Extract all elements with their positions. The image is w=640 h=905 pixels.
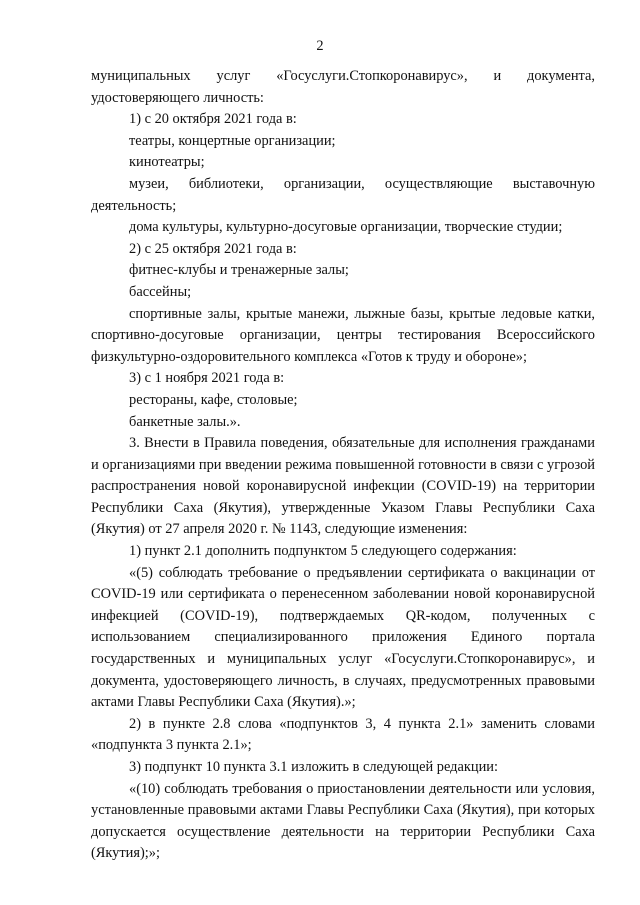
- paragraph-subitem-3: 3) подпункт 10 пункта 3.1 изложить в следующей редакции:: [129, 759, 498, 775]
- paragraph-subitem-1: 1) пункт 2.1 дополнить подпунктом 5 следующего содержания:: [129, 543, 517, 560]
- list-item-date-oct-20: 1) с 20 октября 2021 года в:: [129, 111, 297, 128]
- paragraph-subitem-5-quote: «(5) соблюдать требование о предъявлении сертификата о вакцинации от COVID-19 или сертификата о перенесенном заболевании новой коронавирусной инфекцией (COVID-19), подтверждаемых QR-кодом, полученных с использованием специализированного приложения Единого портала государственных и муниципальных услуг «Госуслуги.Стопкоронавирус», и документа, удостоверяющего личность, в случаях, предусмотренных правовыми актами Главы Республики Саха (Якутия).»;: [91, 564, 595, 711]
- list-item-cinemas: кинотеатры;: [129, 154, 205, 171]
- list-item-date-oct-25: 2) с 25 октября 2021 года в:: [129, 240, 297, 257]
- list-item-culture-houses: дома культуры, культурно-досуговые организации, творческие студии;: [129, 219, 563, 236]
- list-item-theatres: театры, концертные организации;: [129, 132, 336, 149]
- paragraph-continuation: муниципальных услуг «Госуслуги.Стопкоронавирус», и документа, удостоверяющего личность:: [91, 68, 595, 106]
- paragraph-subitem-10-quote: «(10) соблюдать требования о приостановлении деятельности или условия, установленные правовыми актами Главы Республики Саха (Якутия), при которых допускается осуществление деятельности на территории Республики Саха (Якутия);»;: [91, 780, 595, 862]
- list-item-museums: музеи, библиотеки, организации, осуществляющие выставочную деятельность;: [91, 175, 595, 214]
- list-item-restaurants: рестораны, кафе, столовые;: [129, 391, 298, 408]
- list-item-sport-halls: спортивные залы, крытые манежи, лыжные базы, крытые ледовые катки, спортивно-досуговые организации, центры тестирования Всероссийского физкультурно-оздоровительного комплекса «Готов к труду и обороне»;: [91, 305, 595, 365]
- paragraph-subitem-2: 2) в пункте 2.8 слова «подпунктов 3, 4 пункта 2.1» заменить словами «подпункта 3 пункта 2.1»;: [91, 715, 595, 754]
- list-item-pools: бассейны;: [129, 283, 192, 300]
- list-item-fitness: фитнес-клубы и тренажерные залы;: [129, 262, 349, 279]
- paragraph-item-3: 3. Внести в Правила поведения, обязательные для исполнения гражданами и организациями при введении режима повышенной готовности в связи с угрозой распространения новой коронавирусной инфекции (COVID-19) на территории Республики Саха (Якутия), утвержденные Указом Главы Республики Саха (Якутия) от 27 апреля 2020 г. № 1143, следующие изменения:: [91, 435, 595, 538]
- list-item-date-nov-1: 3) с 1 ноября 2021 года в:: [129, 370, 285, 387]
- page-number: 2: [316, 38, 324, 54]
- list-item-banquet-halls: банкетные залы.».: [129, 413, 241, 430]
- document-body: [91, 66, 595, 865]
